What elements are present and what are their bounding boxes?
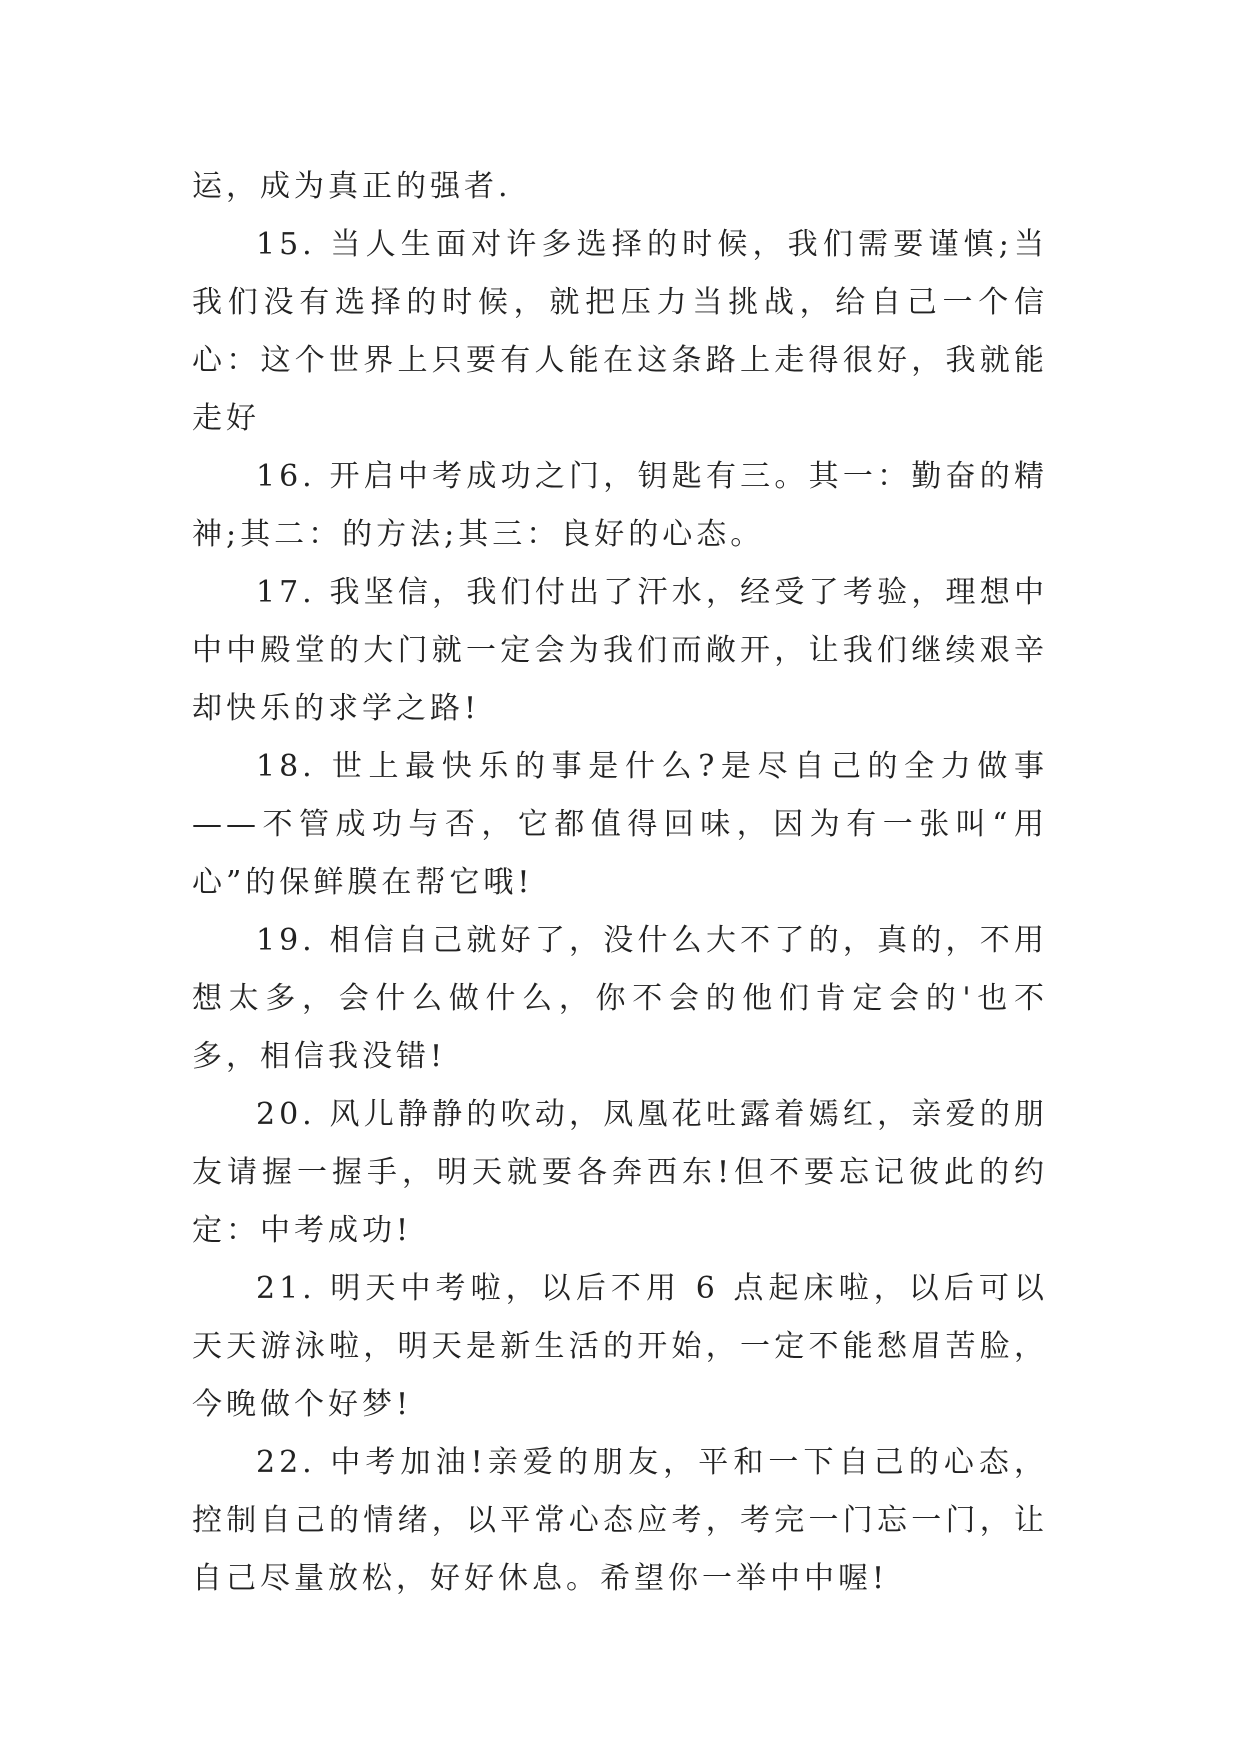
paragraph-22: 22. 中考加油!亲爱的朋友，平和一下自己的心态，控制自己的情绪，以平常心态应考，考完一门忘一门，让自己尽量放松，好好休息。希望你一举中中喔!	[192, 1445, 1048, 1596]
paragraph-17: 17. 我坚信，我们付出了汗水，经受了考验，理想中中中殿堂的大门就一定会为我们而敞开，让我们继续艰辛却快乐的求学之路!	[192, 575, 1048, 726]
paragraph-19: 19. 相信自己就好了，没什么大不了的，真的，不用想太多，会什么做什么，你不会的他们肯定会的'也不多，相信我没错!	[192, 923, 1048, 1074]
paragraph-21: 21. 明天中考啦，以后不用 6 点起床啦，以后可以天天游泳啦，明天是新生活的开始，一定不能愁眉苦脸，今晚做个好梦!	[192, 1271, 1048, 1422]
paragraph-15: 15. 当人生面对许多选择的时候，我们需要谨慎;当我们没有选择的时候，就把压力当挑战，给自己一个信心：这个世界上只要有人能在这条路上走得很好，我就能走好	[192, 227, 1048, 436]
paragraph-14-continuation: 运，成为真正的强者.	[192, 169, 512, 204]
paragraph-18: 18. 世上最快乐的事是什么?是尽自己的全力做事——不管成功与否，它都值得回味，因为有一张叫“用心”的保鲜膜在帮它哦!	[192, 749, 1048, 900]
paragraph-20: 20. 风儿静静的吹动，凤凰花吐露着嫣红，亲爱的朋友请握一握手，明天就要各奔西东!但不要忘记彼此的约定：中考成功!	[192, 1097, 1048, 1248]
document-body	[192, 158, 1048, 1608]
paragraph-16: 16. 开启中考成功之门，钥匙有三。其一：勤奋的精神;其二：的方法;其三：良好的心态。	[192, 459, 1048, 552]
